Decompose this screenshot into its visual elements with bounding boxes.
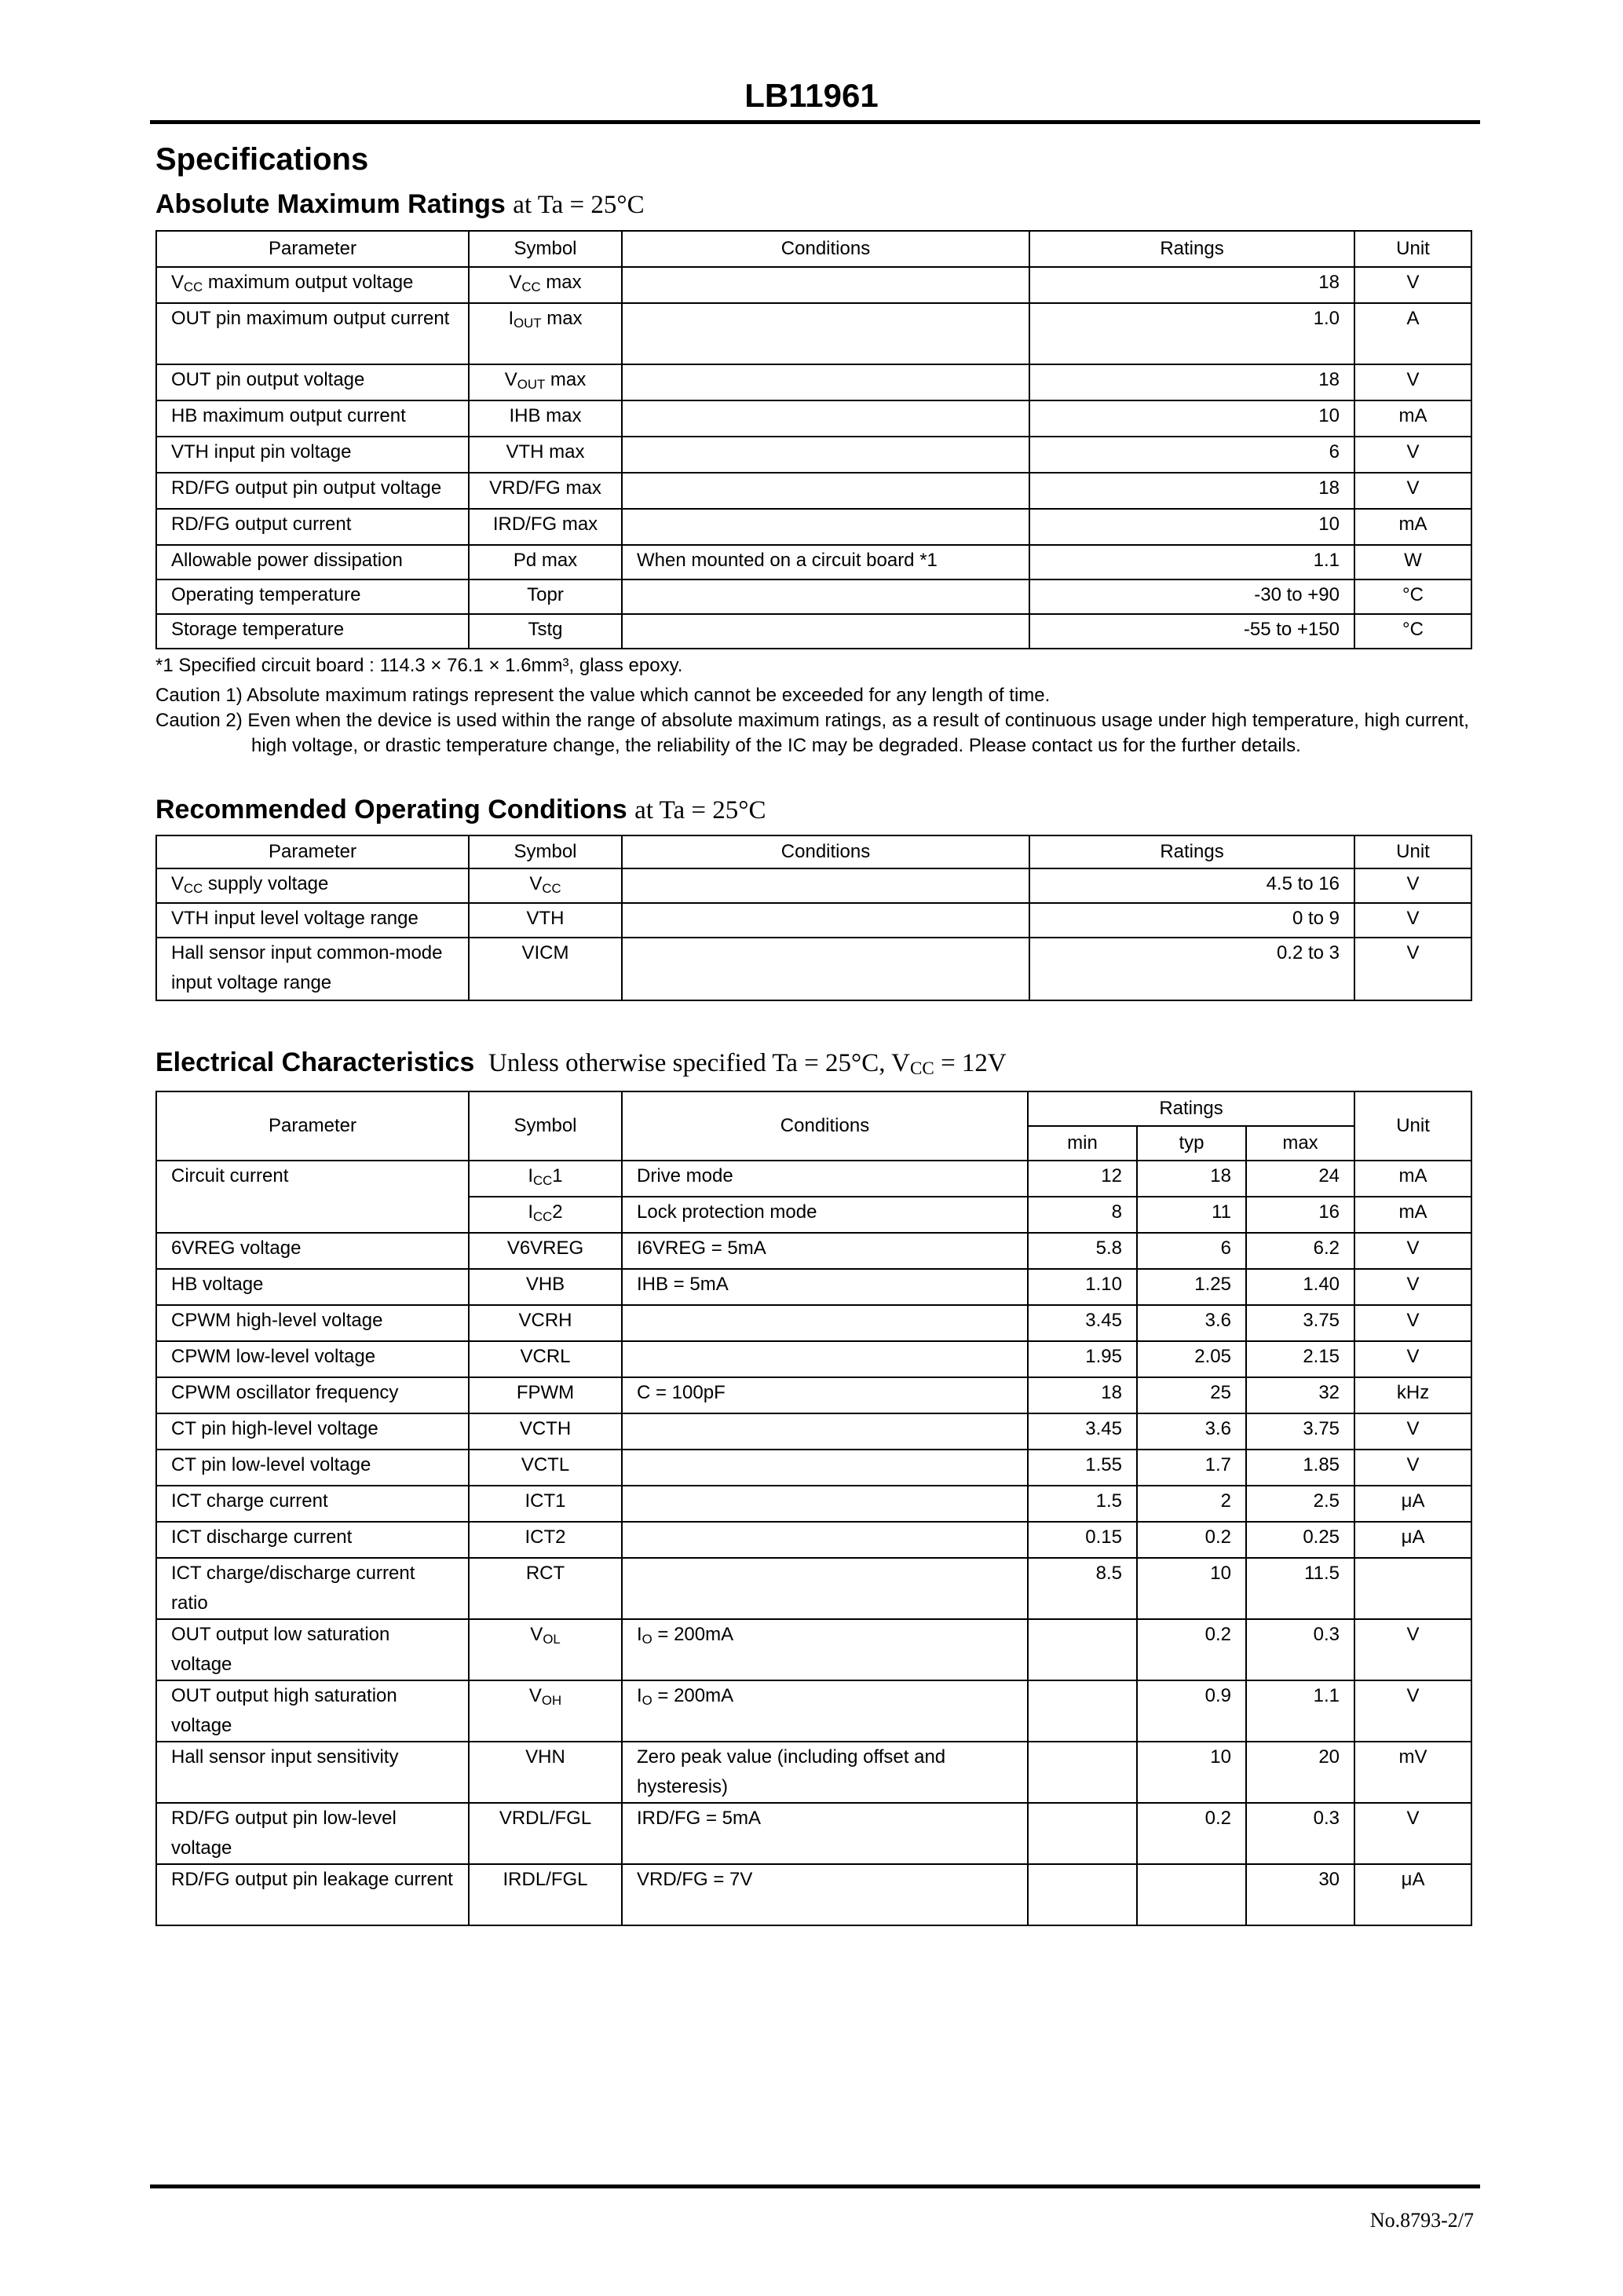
- table-row: [156, 267, 1471, 303]
- col-header-conditions: Conditions: [622, 231, 1029, 267]
- symbol-cell: $V_{CC}$: [469, 868, 622, 903]
- typ-cell: 25: [1137, 1377, 1246, 1413]
- col-header-symbol: Symbol: [469, 835, 622, 868]
- unit-cell: mA: [1354, 400, 1471, 437]
- min-cell: [1028, 1742, 1137, 1803]
- caution-1: Caution 1) Absolute maximum ratings represent the value which cannot be exceeded for any length of time.: [155, 685, 1051, 706]
- symbol-cell: VCTH: [469, 1413, 622, 1450]
- symbol-cell: VHN: [469, 1742, 622, 1803]
- typ-cell: 3.6: [1137, 1413, 1246, 1450]
- table-header-row: [156, 1091, 1471, 1126]
- table-row: [156, 545, 1471, 579]
- conditions-cell: [622, 868, 1029, 903]
- bottom-rule: [150, 2184, 1480, 2188]
- rating-cell: 0.2 to 3: [1029, 938, 1354, 1000]
- typ-cell: 18: [1137, 1161, 1246, 1197]
- max-cell: 2.15: [1246, 1341, 1354, 1377]
- conditions-cell: [622, 267, 1029, 303]
- rating-cell: 4.5 to 16: [1029, 868, 1354, 903]
- table-row: [156, 903, 1471, 938]
- unit-cell: kHz: [1354, 1377, 1471, 1413]
- max-cell: 32: [1246, 1377, 1354, 1413]
- table-row: [156, 614, 1471, 649]
- table-row: [156, 1619, 1471, 1680]
- section-title: Specifications: [155, 142, 369, 177]
- rec-op-table: [155, 835, 1472, 1001]
- col-header-unit: Unit: [1354, 1091, 1471, 1161]
- max-cell: 0.3: [1246, 1803, 1354, 1864]
- symbol-cell: IRD/FG max: [469, 509, 622, 545]
- max-cell: 1.85: [1246, 1450, 1354, 1486]
- table-row: [156, 1486, 1471, 1522]
- param-cell: CPWM high-level voltage: [156, 1305, 469, 1341]
- param-cell: OUT output high saturation voltage: [156, 1680, 469, 1742]
- unit-cell: V: [1354, 437, 1471, 473]
- footnote-1: *1 Specified circuit board : 114.3 × 76.1 × 1.6mm³, glass epoxy.: [155, 655, 683, 676]
- min-cell: 8.5: [1028, 1558, 1137, 1619]
- conditions-cell: I6VREG = 5mA: [622, 1233, 1028, 1269]
- symbol-cell: Tstg: [469, 614, 622, 649]
- table-row: [156, 364, 1471, 400]
- unit-cell: °C: [1354, 614, 1471, 649]
- table-row: [156, 938, 1471, 1000]
- conditions-cell: When mounted on a circuit board *1: [622, 545, 1029, 579]
- symbol-cell: VRDL/FGL: [469, 1803, 622, 1864]
- abs-max-condition: at Ta = 25°C: [513, 191, 645, 219]
- min-cell: 1.55: [1028, 1450, 1137, 1486]
- unit-cell: V: [1354, 267, 1471, 303]
- table-header-row: [156, 231, 1471, 267]
- max-cell: 20: [1246, 1742, 1354, 1803]
- conditions-cell: IHB = 5mA: [622, 1269, 1028, 1305]
- max-cell: 3.75: [1246, 1305, 1354, 1341]
- typ-cell: 1.7: [1137, 1450, 1246, 1486]
- min-cell: [1028, 1803, 1137, 1864]
- typ-cell: 10: [1137, 1742, 1246, 1803]
- unit-cell: V: [1354, 938, 1471, 1000]
- col-header-symbol: Symbol: [469, 231, 622, 267]
- unit-cell: V: [1354, 1413, 1471, 1450]
- max-cell: 0.3: [1246, 1619, 1354, 1680]
- param-cell: CPWM oscillator frequency: [156, 1377, 469, 1413]
- elec-condition: Unless otherwise specified Ta = 25°C, $V_{CC} = 12V$: [488, 1049, 1007, 1078]
- param-cell: RD/FG output current: [156, 509, 469, 545]
- param-cell: VTH input pin voltage: [156, 437, 469, 473]
- min-cell: 1.10: [1028, 1269, 1137, 1305]
- max-cell: 1.1: [1246, 1680, 1354, 1742]
- top-rule: [150, 120, 1480, 124]
- param-cell: RD/FG output pin low-level voltage: [156, 1803, 469, 1864]
- param-cell: HB voltage: [156, 1269, 469, 1305]
- param-cell: Circuit current: [156, 1161, 469, 1233]
- min-cell: 5.8: [1028, 1233, 1137, 1269]
- table-row: [156, 1269, 1471, 1305]
- param-cell: Allowable power dissipation: [156, 545, 469, 579]
- conditions-cell: [622, 1341, 1028, 1377]
- max-cell: 24: [1246, 1161, 1354, 1197]
- min-cell: 0.15: [1028, 1522, 1137, 1558]
- param-cell: $V_{CC}$ supply voltage: [156, 868, 469, 903]
- conditions-cell: C = 100pF: [622, 1377, 1028, 1413]
- symbol-cell: FPWM: [469, 1377, 622, 1413]
- rating-cell: 18: [1029, 364, 1354, 400]
- param-cell: CPWM low-level voltage: [156, 1341, 469, 1377]
- symbol-cell: VICM: [469, 938, 622, 1000]
- unit-cell: V: [1354, 1269, 1471, 1305]
- typ-cell: 0.2: [1137, 1619, 1246, 1680]
- unit-cell: V: [1354, 1450, 1471, 1486]
- table-row: [156, 1377, 1471, 1413]
- table-row: [156, 400, 1471, 437]
- symbol-cell: VCTL: [469, 1450, 622, 1486]
- unit-cell: V: [1354, 1680, 1471, 1742]
- table-row: [156, 1803, 1471, 1864]
- symbol-cell: VCRH: [469, 1305, 622, 1341]
- table-row: [156, 1450, 1471, 1486]
- rec-op-heading: [155, 795, 766, 825]
- rating-cell: 18: [1029, 267, 1354, 303]
- abs-max-title: Absolute Maximum Ratings: [155, 189, 506, 219]
- param-cell: $V_{CC}$ maximum output voltage: [156, 267, 469, 303]
- conditions-cell: [622, 364, 1029, 400]
- conditions-cell: $I_O = 200mA$: [622, 1680, 1028, 1742]
- param-cell: OUT pin maximum output current: [156, 303, 469, 364]
- unit-cell: W: [1354, 545, 1471, 579]
- max-cell: 11.5: [1246, 1558, 1354, 1619]
- unit-cell: A: [1354, 303, 1471, 364]
- symbol-cell: Pd max: [469, 545, 622, 579]
- table-row: [156, 1341, 1471, 1377]
- conditions-cell: Drive mode: [622, 1161, 1028, 1197]
- typ-cell: 2: [1137, 1486, 1246, 1522]
- table-row: [156, 579, 1471, 614]
- conditions-cell: [622, 303, 1029, 364]
- elec-table: [155, 1091, 1472, 1926]
- typ-cell: 3.6: [1137, 1305, 1246, 1341]
- symbol-cell: $I_{CC}1$: [469, 1161, 622, 1197]
- unit-cell: μA: [1354, 1486, 1471, 1522]
- unit-cell: V: [1354, 1803, 1471, 1864]
- symbol-cell: V6VREG: [469, 1233, 622, 1269]
- symbol-cell: ICT2: [469, 1522, 622, 1558]
- param-cell: Hall sensor input common-mode input voltage range: [156, 938, 469, 1000]
- table-row: [156, 437, 1471, 473]
- conditions-cell: [622, 1558, 1028, 1619]
- symbol-cell: Topr: [469, 579, 622, 614]
- param-cell: Storage temperature: [156, 614, 469, 649]
- typ-cell: 0.2: [1137, 1522, 1246, 1558]
- max-cell: 0.25: [1246, 1522, 1354, 1558]
- param-cell: OUT output low saturation voltage: [156, 1619, 469, 1680]
- conditions-cell: [622, 579, 1029, 614]
- col-header-ratings: Ratings: [1028, 1091, 1354, 1126]
- conditions-cell: VRD/FG = 7V: [622, 1864, 1028, 1925]
- param-cell: VTH input level voltage range: [156, 903, 469, 938]
- symbol-cell: VHB: [469, 1269, 622, 1305]
- typ-cell: 0.2: [1137, 1803, 1246, 1864]
- table-row: [156, 1558, 1471, 1619]
- symbol-cell: $I_{CC}2$: [469, 1197, 622, 1233]
- param-cell: RD/FG output pin output voltage: [156, 473, 469, 509]
- unit-cell: mA: [1354, 1161, 1471, 1197]
- col-header-ratings: Ratings: [1029, 231, 1354, 267]
- max-cell: 16: [1246, 1197, 1354, 1233]
- conditions-cell: [622, 473, 1029, 509]
- col-header-parameter: Parameter: [156, 1091, 469, 1161]
- unit-cell: mA: [1354, 1197, 1471, 1233]
- col-header-conditions: Conditions: [622, 835, 1029, 868]
- rating-cell: 10: [1029, 400, 1354, 437]
- col-header-unit: Unit: [1354, 231, 1471, 267]
- param-cell: Operating temperature: [156, 579, 469, 614]
- min-cell: [1028, 1619, 1137, 1680]
- conditions-cell: [622, 1305, 1028, 1341]
- col-header-parameter: Parameter: [156, 231, 469, 267]
- unit-cell: V: [1354, 1233, 1471, 1269]
- table-row: [156, 1161, 1471, 1197]
- min-cell: [1028, 1864, 1137, 1925]
- unit-cell: μA: [1354, 1864, 1471, 1925]
- symbol-cell: $I_{OUT}$ max: [469, 303, 622, 364]
- symbol-cell: IRDL/FGL: [469, 1864, 622, 1925]
- min-cell: 18: [1028, 1377, 1137, 1413]
- typ-cell: 1.25: [1137, 1269, 1246, 1305]
- symbol-cell: VRD/FG max: [469, 473, 622, 509]
- param-cell: ICT discharge current: [156, 1522, 469, 1558]
- caution-2-line-2: high voltage, or drastic temperature change, the reliability of the IC may be degraded. Please contact us for the further details.: [251, 735, 1301, 756]
- unit-cell: mV: [1354, 1742, 1471, 1803]
- symbol-cell: VCRL: [469, 1341, 622, 1377]
- table-row: [156, 473, 1471, 509]
- rating-cell: 0 to 9: [1029, 903, 1354, 938]
- conditions-cell: [622, 1486, 1028, 1522]
- min-cell: 3.45: [1028, 1413, 1137, 1450]
- table-row: [156, 303, 1471, 364]
- elec-title: Electrical Characteristics: [155, 1047, 475, 1077]
- rating-cell: 1.1: [1029, 545, 1354, 579]
- table-row: [156, 509, 1471, 545]
- unit-cell: °C: [1354, 579, 1471, 614]
- symbol-cell: RCT: [469, 1558, 622, 1619]
- unit-cell: V: [1354, 473, 1471, 509]
- col-header-ratings: Ratings: [1029, 835, 1354, 868]
- table-row: [156, 1742, 1471, 1803]
- rating-cell: 1.0: [1029, 303, 1354, 364]
- abs-max-heading: [155, 189, 645, 220]
- unit-cell: V: [1354, 903, 1471, 938]
- rating-cell: 6: [1029, 437, 1354, 473]
- conditions-cell: [622, 509, 1029, 545]
- table-row: [156, 1864, 1471, 1925]
- typ-cell: 6: [1137, 1233, 1246, 1269]
- symbol-cell: VTH: [469, 903, 622, 938]
- param-cell: 6VREG voltage: [156, 1233, 469, 1269]
- conditions-cell: Zero peak value (including offset and hysteresis): [622, 1742, 1028, 1803]
- conditions-cell: $I_O = 200mA$: [622, 1619, 1028, 1680]
- typ-cell: 0.9: [1137, 1680, 1246, 1742]
- table-row: [156, 1413, 1471, 1450]
- symbol-cell: $V_{OUT}$ max: [469, 364, 622, 400]
- symbol-cell: $V_{CC}$ max: [469, 267, 622, 303]
- min-cell: 8: [1028, 1197, 1137, 1233]
- conditions-cell: [622, 938, 1029, 1000]
- symbol-cell: $V_{OH}$: [469, 1680, 622, 1742]
- param-cell: HB maximum output current: [156, 400, 469, 437]
- typ-cell: 11: [1137, 1197, 1246, 1233]
- unit-cell: mA: [1354, 509, 1471, 545]
- table-row: [156, 1680, 1471, 1742]
- elec-heading: [155, 1047, 1007, 1078]
- table-header-row: [156, 835, 1471, 868]
- conditions-cell: IRD/FG = 5mA: [622, 1803, 1028, 1864]
- param-cell: RD/FG output pin leakage current: [156, 1864, 469, 1925]
- rating-cell: 10: [1029, 509, 1354, 545]
- unit-cell: V: [1354, 1341, 1471, 1377]
- conditions-cell: [622, 437, 1029, 473]
- max-cell: 1.40: [1246, 1269, 1354, 1305]
- unit-cell: μA: [1354, 1522, 1471, 1558]
- conditions-cell: Lock protection mode: [622, 1197, 1028, 1233]
- symbol-cell: VTH max: [469, 437, 622, 473]
- typ-cell: [1137, 1864, 1246, 1925]
- typ-cell: 2.05: [1137, 1341, 1246, 1377]
- symbol-cell: $V_{OL}$: [469, 1619, 622, 1680]
- unit-cell: V: [1354, 1305, 1471, 1341]
- min-cell: [1028, 1680, 1137, 1742]
- max-cell: 30: [1246, 1864, 1354, 1925]
- conditions-cell: [622, 903, 1029, 938]
- caution-2-line-1: Caution 2) Even when the device is used within the range of absolute maximum ratings, as a result of continuous usage under high temperature, high current,: [155, 710, 1469, 731]
- document-number: No.8793-2/7: [1369, 2209, 1474, 2232]
- col-header-symbol: Symbol: [469, 1091, 622, 1161]
- max-cell: 6.2: [1246, 1233, 1354, 1269]
- col-header-max: max: [1246, 1126, 1354, 1161]
- min-cell: 12: [1028, 1161, 1137, 1197]
- unit-cell: V: [1354, 1619, 1471, 1680]
- unit-cell: V: [1354, 868, 1471, 903]
- min-cell: 3.45: [1028, 1305, 1137, 1341]
- col-header-parameter: Parameter: [156, 835, 469, 868]
- abs-max-table: [155, 230, 1472, 649]
- col-header-conditions: Conditions: [622, 1091, 1028, 1161]
- rating-cell: 18: [1029, 473, 1354, 509]
- rating-cell: -30 to +90: [1029, 579, 1354, 614]
- symbol-cell: IHB max: [469, 400, 622, 437]
- symbol-cell: ICT1: [469, 1486, 622, 1522]
- conditions-cell: [622, 1450, 1028, 1486]
- conditions-cell: [622, 614, 1029, 649]
- typ-cell: 10: [1137, 1558, 1246, 1619]
- param-cell: ICT charge/discharge current ratio: [156, 1558, 469, 1619]
- table-row: [156, 1305, 1471, 1341]
- rec-op-title: Recommended Operating Conditions: [155, 795, 627, 824]
- conditions-cell: [622, 1413, 1028, 1450]
- col-header-typ: typ: [1137, 1126, 1246, 1161]
- min-cell: 1.95: [1028, 1341, 1137, 1377]
- col-header-unit: Unit: [1354, 835, 1471, 868]
- unit-cell: [1354, 1558, 1471, 1619]
- max-cell: 3.75: [1246, 1413, 1354, 1450]
- part-number-title: LB11961: [744, 77, 879, 114]
- param-cell: OUT pin output voltage: [156, 364, 469, 400]
- conditions-cell: [622, 400, 1029, 437]
- param-cell: Hall sensor input sensitivity: [156, 1742, 469, 1803]
- rec-op-condition: at Ta = 25°C: [634, 796, 766, 824]
- unit-cell: V: [1354, 364, 1471, 400]
- conditions-cell: [622, 1522, 1028, 1558]
- min-cell: 1.5: [1028, 1486, 1137, 1522]
- table-row: [156, 868, 1471, 903]
- param-cell: ICT charge current: [156, 1486, 469, 1522]
- param-cell: CT pin low-level voltage: [156, 1450, 469, 1486]
- max-cell: 2.5: [1246, 1486, 1354, 1522]
- col-header-min: min: [1028, 1126, 1137, 1161]
- rating-cell: -55 to +150: [1029, 614, 1354, 649]
- table-row: [156, 1233, 1471, 1269]
- param-cell: CT pin high-level voltage: [156, 1413, 469, 1450]
- table-row: [156, 1522, 1471, 1558]
